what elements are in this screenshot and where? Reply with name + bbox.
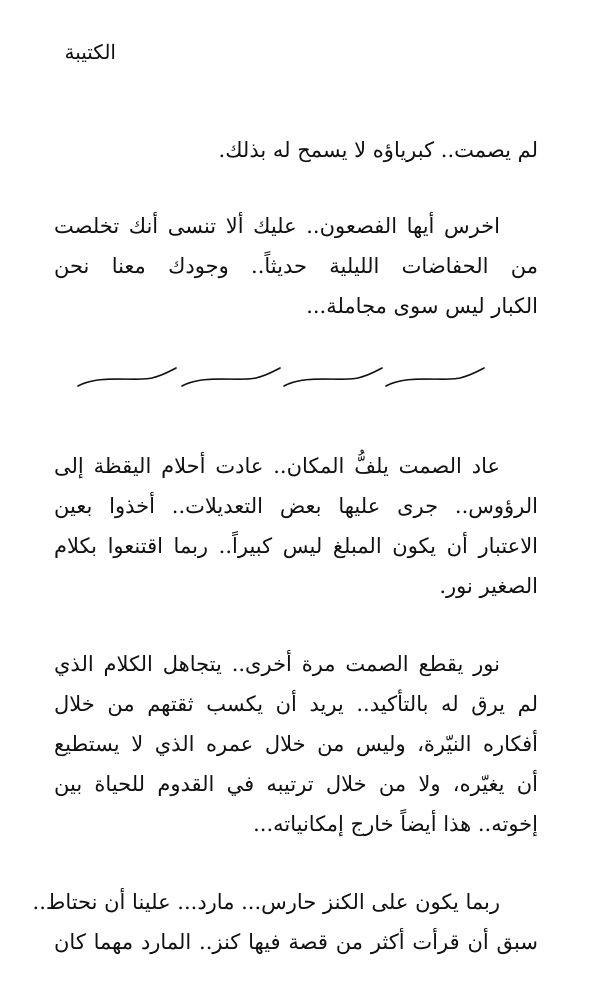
running-header: الكتيبة (64, 40, 116, 64)
paragraph-4-line-4: أن يغيّره، ولا من خلال ترتيبه في القدوم للحياة بين (54, 772, 538, 796)
paragraph-2-line-3: الكبار ليس سوى مجاملة... (306, 294, 538, 318)
paragraph-4-line-2: لم يرق له بالتأكيد.. يريد أن يكسب ثقتهم من خلال (54, 692, 538, 716)
wave-ornament-3 (284, 368, 382, 386)
paragraph-3-line-2: الرؤوس.. جرى عليها بعض التعديلات.. أخذوا بعين (54, 494, 538, 518)
paragraph-4-line-1: نور يقطع الصمت مرة أخرى.. يتجاهل الكلام الذي (54, 652, 500, 676)
paragraph-5-line-1: ربما يكون على الكنز حارس... مارد... علينا أن نحتاط.. (32, 890, 500, 914)
wave-ornament-2 (182, 368, 280, 386)
paragraph-5-line-2: سبق أن قرأت أكثر من قصة فيها كنز.. المارد مهما كان (54, 930, 538, 954)
paragraph-4-line-3: أفكاره النيّرة، وليس من خلال عمره الذي لا يستطيع (54, 732, 538, 756)
paragraph-3-line-3: الاعتبار أن يكون المبلغ ليس كبيراً.. ربما اقتنعوا بكلام (54, 534, 538, 558)
paragraph-3-line-1: عاد الصمت يلفُّ المكان.. عادت أحلام اليقظة إلى (54, 454, 500, 478)
paragraph-2-line-2: من الحفاضات الليلية حديثاً.. وجودك معنا نحن (54, 254, 538, 278)
section-divider-ornament (74, 364, 486, 394)
wave-ornament-4 (386, 368, 484, 386)
paragraph-2-line-1: اخرس أيها الفصعون.. عليك ألا تنسى أنك تخلصت (54, 214, 500, 238)
paragraph-1-line-1: لم يصمت.. كبرياؤه لا يسمح له بذلك. (218, 138, 538, 162)
paragraph-4-line-5: إخوته.. هذا أيضاً خارج إمكانياته... (253, 812, 538, 836)
paragraph-3-line-4: الصغير نور. (439, 574, 538, 598)
wave-ornament-1 (78, 368, 176, 386)
